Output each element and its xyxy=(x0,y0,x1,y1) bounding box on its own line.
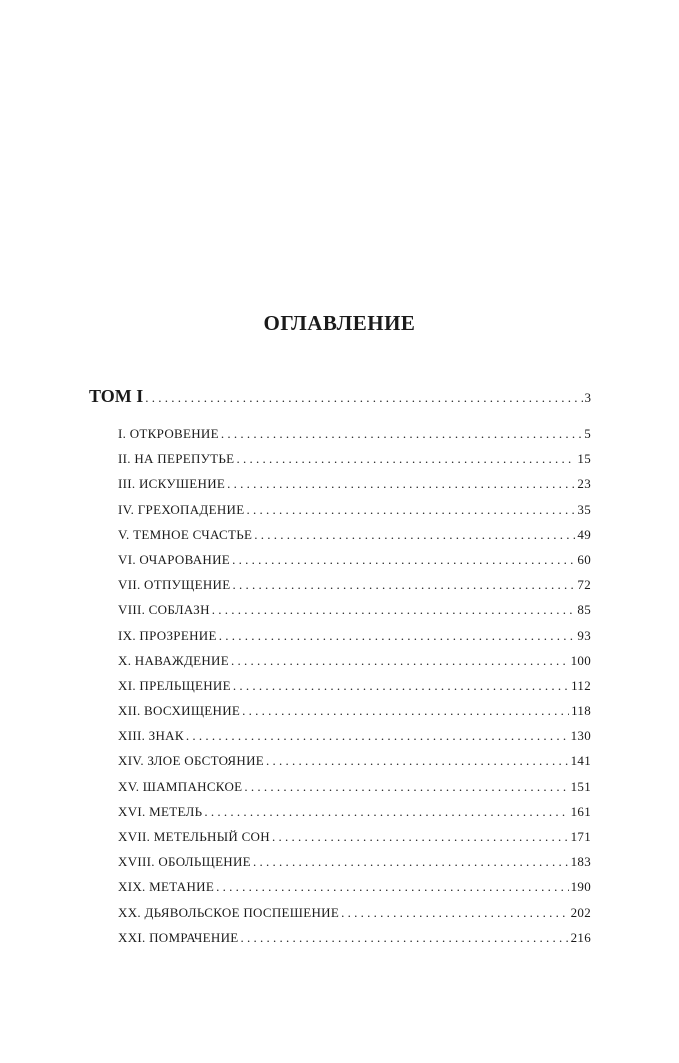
chapter-page-number: 60 xyxy=(577,551,591,567)
chapter-page-number: 130 xyxy=(570,728,591,744)
toc-chapter-entry[interactable] xyxy=(118,703,591,728)
chapter-label: V. ТЕМНОЕ СЧАСТЬЕ xyxy=(118,526,253,542)
page-title: ОГЛАВЛЕНИЕ xyxy=(263,311,416,335)
chapter-page-number: 35 xyxy=(577,501,591,517)
toc-chapter-entry[interactable] xyxy=(118,628,591,653)
dot-leader xyxy=(227,476,575,492)
dot-leader xyxy=(186,728,569,744)
chapter-page-number: 183 xyxy=(570,854,591,870)
chapter-page-number: 151 xyxy=(570,778,591,794)
toc-chapter-entry[interactable] xyxy=(118,879,591,904)
chapter-label: III. ИСКУШЕНИЕ xyxy=(118,476,226,492)
toc-chapter-entry[interactable] xyxy=(118,678,591,703)
toc-chapter-entry[interactable] xyxy=(118,804,591,829)
toc-chapter-entry[interactable] xyxy=(118,728,591,753)
chapter-label: VI. ОЧАРОВАНИЕ xyxy=(118,551,231,567)
chapter-label: XI. ПРЕЛЬЩЕНИЕ xyxy=(118,677,231,693)
chapter-page-number: 23 xyxy=(577,476,591,492)
dot-leader xyxy=(266,753,569,769)
dot-leader xyxy=(231,653,569,669)
dot-leader xyxy=(341,905,569,921)
chapter-page-number: 171 xyxy=(570,829,591,844)
dot-leader xyxy=(219,628,576,644)
dot-leader xyxy=(216,879,568,895)
chapter-label: XV. ШАМПАНСКОЕ xyxy=(118,778,243,794)
chapter-label: I. ОТКРОВЕНИЕ xyxy=(118,426,219,441)
toc-chapter-entry[interactable] xyxy=(118,502,591,527)
chapter-label: XVII. МЕТЕЛЬНЫЙ СОН xyxy=(118,829,270,844)
chapter-page-number: 49 xyxy=(577,526,591,542)
chapter-label: XIX. МЕТАНИЕ xyxy=(118,879,215,895)
chapter-page-number: 118 xyxy=(571,703,591,719)
dot-leader xyxy=(232,552,575,568)
chapter-page-number: 72 xyxy=(577,577,591,593)
chapter-label: XXI. ПОМРАЧЕНИЕ xyxy=(118,929,239,945)
toc-chapter-entry[interactable] xyxy=(118,527,591,552)
toc-chapter-entry[interactable] xyxy=(118,602,591,627)
dot-leader xyxy=(236,451,575,467)
chapter-label: XVIII. ОБОЛЬЩЕНИЕ xyxy=(118,854,251,870)
toc-chapter-entry[interactable] xyxy=(118,779,591,804)
chapter-page-number: 190 xyxy=(570,879,591,895)
toc-chapter-entry[interactable] xyxy=(118,476,591,501)
chapter-label: XVI. МЕТЕЛЬ xyxy=(118,803,203,819)
chapter-page-number: 216 xyxy=(570,929,591,945)
toc-chapter-entry[interactable] xyxy=(118,905,591,930)
dot-leader xyxy=(145,390,582,406)
chapter-page-number: 5 xyxy=(584,426,591,441)
chapter-list xyxy=(118,426,591,955)
chapter-page-number: 93 xyxy=(577,627,591,643)
toc-chapter-entry[interactable] xyxy=(118,653,591,678)
dot-leader xyxy=(246,502,575,518)
chapter-page-number: 202 xyxy=(570,904,591,920)
dot-leader xyxy=(212,602,576,618)
chapter-label: VII. ОТПУЩЕНИЕ xyxy=(118,577,231,593)
dot-leader xyxy=(241,930,569,946)
chapter-page-number: 161 xyxy=(570,803,591,819)
chapter-page-number: 100 xyxy=(570,652,591,668)
toc-chapter-entry[interactable] xyxy=(118,552,591,577)
chapter-label: XIII. ЗНАК xyxy=(118,728,184,744)
dot-leader xyxy=(232,577,575,593)
dot-leader xyxy=(254,527,575,543)
chapter-label: XII. ВОСХИЩЕНИЕ xyxy=(118,703,241,719)
chapter-page-number: 141 xyxy=(570,753,591,769)
chapter-page-number: 112 xyxy=(571,677,591,693)
chapter-label: X. НАВАЖДЕНИЕ xyxy=(118,652,229,668)
dot-leader xyxy=(233,678,569,694)
toc-chapter-entry[interactable] xyxy=(118,930,591,955)
chapter-label: XX. ДЬЯВОЛЬСКОЕ ПОСПЕШЕНИЕ xyxy=(118,904,340,920)
volume-label: ТОМ I xyxy=(89,386,144,406)
dot-leader xyxy=(244,779,568,795)
chapter-label: XIV. ЗЛОЕ ОБСТОЯНИЕ xyxy=(118,753,265,769)
chapter-label: IV. ГРЕХОПАДЕНИЕ xyxy=(118,501,245,517)
dot-leader xyxy=(272,829,569,845)
volume-page-number: 3 xyxy=(584,390,591,405)
chapter-label: IX. ПРОЗРЕНИЕ xyxy=(118,627,217,643)
dot-leader xyxy=(253,854,569,870)
toc-chapter-entry[interactable] xyxy=(118,426,591,451)
dot-leader xyxy=(242,703,569,719)
chapter-page-number: 85 xyxy=(577,602,591,618)
dot-leader xyxy=(204,804,568,820)
chapter-label: II. НА ПЕРЕПУТЬЕ xyxy=(118,451,235,467)
dot-leader xyxy=(221,426,582,442)
chapter-page-number: 15 xyxy=(577,451,591,467)
toc-volume-entry[interactable] xyxy=(89,386,591,412)
toc-chapter-entry[interactable] xyxy=(118,451,591,476)
toc-chapter-entry[interactable] xyxy=(118,753,591,778)
toc-chapter-entry[interactable] xyxy=(118,829,591,854)
toc-chapter-entry[interactable] xyxy=(118,854,591,879)
chapter-label: VIII. СОБЛАЗН xyxy=(118,602,210,618)
toc-chapter-entry[interactable] xyxy=(118,577,591,602)
